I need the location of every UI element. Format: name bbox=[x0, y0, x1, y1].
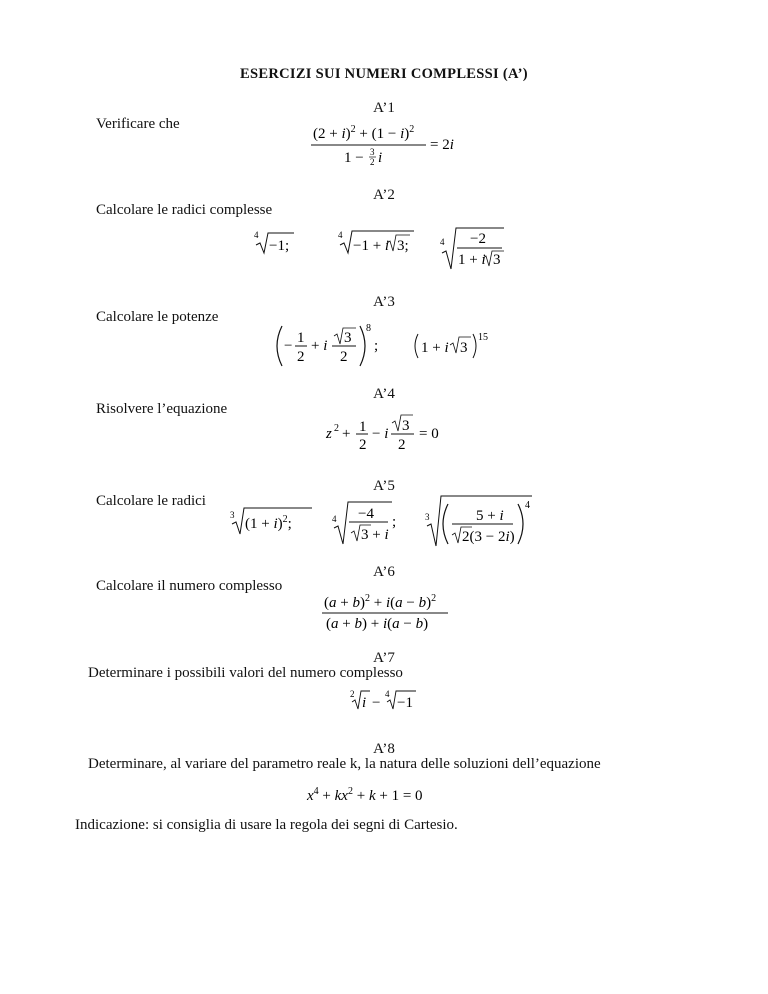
exercise-instruction-a6: Calcolare il numero complesso bbox=[96, 578, 283, 594]
formula-a4-svg bbox=[324, 410, 454, 460]
svg-text:3: 3 bbox=[425, 512, 430, 522]
formula-a3 bbox=[270, 318, 500, 379]
formula-a5-svg bbox=[228, 494, 548, 550]
formula-a8 bbox=[305, 782, 465, 811]
svg-text:2: 2 bbox=[359, 437, 367, 453]
svg-text:−4: −4 bbox=[358, 506, 374, 522]
formula-a7-svg bbox=[350, 688, 430, 714]
svg-text:8: 8 bbox=[366, 323, 371, 334]
exercise-instruction-a5: Calcolare le radici bbox=[96, 493, 206, 509]
svg-text:1: 1 bbox=[359, 419, 367, 435]
svg-text:3: 3 bbox=[230, 510, 235, 520]
svg-text:= 2i: = 2i bbox=[430, 137, 454, 153]
formula-a1-svg bbox=[308, 120, 468, 168]
svg-text:+: + bbox=[342, 426, 351, 442]
svg-text:4: 4 bbox=[525, 500, 530, 511]
svg-text:i: i bbox=[378, 150, 383, 166]
svg-text:(a + b)2 + i(a − b)2: $(a + b)^2 + i(a - b)^2$ bbox=[324, 593, 437, 611]
svg-text:1 + i: 1 + i bbox=[458, 252, 486, 268]
exercise-id-a2: A’2 bbox=[373, 187, 395, 203]
svg-text:3: 3 bbox=[460, 340, 468, 356]
exercise-id-a3: A’3 bbox=[373, 294, 395, 310]
svg-text:3: 3 bbox=[493, 252, 501, 268]
svg-text:2: 2 bbox=[350, 689, 355, 699]
svg-text:2(3 − 2i): 2(3 − 2i) bbox=[462, 529, 515, 545]
svg-text:z: z bbox=[326, 426, 332, 442]
svg-text:2: 2 bbox=[340, 349, 348, 365]
exercise-id-a1: A’1 bbox=[373, 100, 395, 116]
svg-text:4: 4 bbox=[254, 230, 259, 240]
svg-text:2: 2 bbox=[297, 349, 305, 365]
svg-text:;: ; bbox=[374, 338, 379, 354]
svg-text:3: 3 bbox=[402, 418, 410, 434]
exercise-instruction-a4: Risolvere l’equazione bbox=[96, 401, 228, 417]
exercise-instruction-a7: Determinare i possibili valori del numero complesso bbox=[88, 665, 403, 681]
formula-a3-svg bbox=[270, 318, 500, 374]
svg-text:3: 3 bbox=[370, 147, 375, 157]
svg-text:4: 4 bbox=[440, 237, 445, 247]
hint-text: Indicazione: si consiglia di usare la regola dei segni di Cartesio. bbox=[75, 817, 458, 833]
page-title: ESERCIZI SUI NUMERI COMPLESSI (A’) bbox=[240, 66, 528, 82]
svg-text:+ i: + i bbox=[311, 338, 328, 354]
svg-text:−: − bbox=[284, 338, 293, 354]
formula-a5 bbox=[228, 494, 548, 555]
svg-text:−1;: −1; bbox=[269, 238, 290, 254]
svg-text:1 −: 1 − bbox=[344, 150, 364, 166]
svg-text:(2 + i)2 + (1 − i)2: $(2 + i)^2 + (1 - i)^2$ bbox=[313, 124, 415, 142]
formula-a2 bbox=[254, 225, 514, 280]
svg-text:15: 15 bbox=[478, 332, 488, 343]
formula-a7 bbox=[350, 688, 430, 719]
exercise-instruction-a2: Calcolare le radici complesse bbox=[96, 202, 273, 218]
formula-a6-svg bbox=[320, 590, 460, 634]
exercise-id-a4: A’4 bbox=[373, 386, 395, 402]
svg-text:x4 + kx2 + k + 1 = 0: $x^4 + kx^2 + k + 1 = 0$ bbox=[307, 786, 423, 804]
svg-text:2: 2 bbox=[398, 437, 406, 453]
svg-text:5 + i: 5 + i bbox=[476, 508, 504, 524]
svg-text:1: 1 bbox=[297, 330, 305, 346]
exercise-instruction-a8: Determinare, al variare del parametro reale k, la natura delle soluzioni dell’equazione bbox=[88, 756, 601, 772]
svg-text:(1 + i)2;: $(1 + i)^2$; bbox=[245, 514, 292, 532]
exercise-instruction-a1: Verificare che bbox=[96, 116, 180, 132]
svg-text:i: i bbox=[362, 695, 367, 711]
formula-a2-svg bbox=[254, 225, 514, 275]
svg-text:4: 4 bbox=[385, 689, 390, 699]
svg-text:= 0: = 0 bbox=[419, 426, 439, 442]
exercise-id-a5: A’5 bbox=[373, 478, 395, 494]
svg-text:;: ; bbox=[392, 514, 397, 530]
svg-text:2: 2 bbox=[370, 157, 375, 167]
svg-text:(a + b) + i(a − b): (a + b) + i(a − b) bbox=[326, 616, 429, 632]
formula-a6 bbox=[320, 590, 460, 639]
exercise-id-a7: A’7 bbox=[373, 650, 395, 666]
svg-text:3;: 3; bbox=[397, 238, 409, 254]
svg-text:2: 2 bbox=[334, 423, 339, 434]
svg-text:−2: −2 bbox=[470, 231, 486, 247]
formula-a1 bbox=[308, 120, 468, 173]
svg-text:3: 3 bbox=[344, 330, 352, 346]
svg-text:3 + i: 3 + i bbox=[361, 527, 389, 543]
svg-text:−1 + i: −1 + i bbox=[353, 238, 390, 254]
svg-text:4: 4 bbox=[338, 230, 343, 240]
svg-text:4: 4 bbox=[332, 514, 337, 524]
exercise-id-a6: A’6 bbox=[373, 564, 395, 580]
exercise-id-a8: A’8 bbox=[373, 741, 395, 757]
svg-text:− i: − i bbox=[372, 426, 389, 442]
formula-a4 bbox=[324, 410, 454, 465]
svg-text:−1: −1 bbox=[397, 695, 413, 711]
svg-text:1 + i: 1 + i bbox=[421, 340, 449, 356]
svg-text:−: − bbox=[372, 695, 381, 711]
formula-a8-svg bbox=[305, 782, 465, 806]
exercise-instruction-a3: Calcolare le potenze bbox=[96, 309, 219, 325]
